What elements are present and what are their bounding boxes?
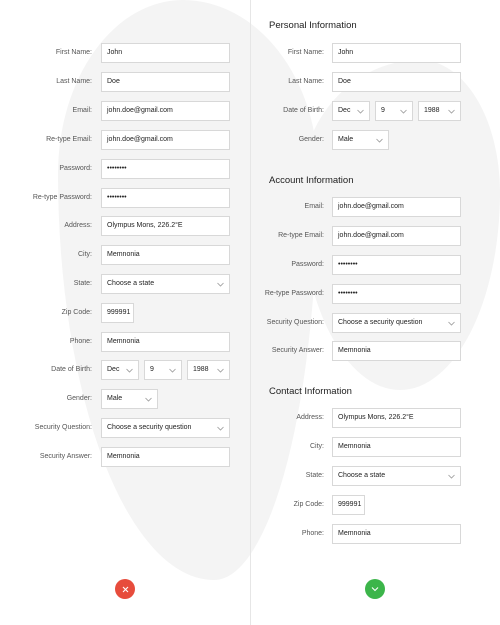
- address-input[interactable]: Olympus Mons, 226.2°E: [332, 408, 461, 428]
- chevron-down-icon: [216, 366, 224, 374]
- dob-year-select[interactable]: 1988: [418, 101, 461, 121]
- chevron-down-icon: [399, 107, 407, 115]
- state-select[interactable]: Choose a state: [101, 274, 230, 294]
- phone-row: [0, 332, 250, 352]
- dob-day-select[interactable]: 9: [144, 360, 182, 380]
- retype-email-label: Re-type Email:: [46, 136, 92, 143]
- dob-month-select[interactable]: Dec: [101, 360, 139, 380]
- last-name-label: Last Name:: [56, 78, 92, 85]
- chevron-down-icon: [375, 136, 383, 144]
- state-select[interactable]: Choose a state: [332, 466, 461, 486]
- phone-input[interactable]: Memnonia: [332, 524, 461, 544]
- password-input[interactable]: ••••••••: [332, 255, 461, 275]
- city-label: City:: [310, 443, 324, 450]
- email-input[interactable]: john.doe@gmail.com: [332, 197, 461, 217]
- account-email-row: [251, 197, 500, 217]
- dob-row: [0, 360, 250, 380]
- chevron-down-icon: [125, 366, 133, 374]
- city-row: [0, 245, 250, 265]
- retype-password-input[interactable]: ••••••••: [332, 284, 461, 304]
- city-input[interactable]: Memnonia: [332, 437, 461, 457]
- security-answer-label: Security Answer:: [271, 347, 324, 354]
- confirm-button[interactable]: [365, 579, 385, 599]
- password-label: Password:: [291, 261, 324, 268]
- email-row: [0, 101, 250, 121]
- retype-password-input[interactable]: ••••••••: [101, 188, 230, 208]
- gender-row: [0, 389, 250, 409]
- security-question-select[interactable]: Choose a security question: [332, 313, 461, 333]
- email-label: Email:: [72, 107, 92, 114]
- zip-input[interactable]: 999991: [332, 495, 365, 515]
- chevron-down-icon: [447, 107, 455, 115]
- state-row: [0, 274, 250, 294]
- dob-day-select[interactable]: 9: [375, 101, 413, 121]
- city-label: City:: [78, 251, 92, 258]
- security-question-label: Security Question:: [34, 424, 92, 431]
- phone-label: Phone:: [69, 338, 92, 345]
- retype-email-input[interactable]: john.doe@gmail.com: [332, 226, 461, 246]
- personal-last-name-row: [251, 72, 500, 92]
- contact-city-row: [251, 437, 500, 457]
- dob-label: Date of Birth:: [51, 366, 92, 373]
- account-security-answer-row: [251, 341, 500, 361]
- account-retype-password-row: [251, 284, 500, 304]
- chevron-down-icon: [356, 107, 364, 115]
- account-password-row: [251, 255, 500, 275]
- contact-zip-row: [251, 495, 500, 515]
- email-label: Email:: [304, 203, 324, 210]
- zip-label: Zip Code:: [293, 501, 324, 508]
- password-row: [0, 159, 250, 179]
- contact-phone-row: [251, 524, 500, 544]
- gender-label: Gender:: [298, 136, 324, 143]
- account-info-title: Account Information: [269, 175, 354, 186]
- chevron-down-icon: [371, 586, 379, 592]
- close-icon: [122, 586, 129, 593]
- zip-row: [0, 303, 250, 323]
- retype-email-input[interactable]: john.doe@gmail.com: [101, 130, 230, 150]
- zip-input[interactable]: 999991: [101, 303, 134, 323]
- gender-select[interactable]: Male: [101, 389, 158, 409]
- address-row: [0, 216, 250, 236]
- email-input[interactable]: john.doe@gmail.com: [101, 101, 230, 121]
- dob-year-select[interactable]: 1988: [187, 360, 230, 380]
- gender-label: Gender:: [66, 395, 92, 402]
- last-name-label: Last Name:: [288, 78, 324, 85]
- security-question-select[interactable]: Choose a security question: [101, 418, 230, 438]
- contact-address-row: [251, 408, 500, 428]
- state-label: State:: [73, 280, 92, 287]
- retype-email-row: [0, 130, 250, 150]
- retype-password-label: Re-type Password:: [32, 194, 92, 201]
- zip-label: Zip Code:: [61, 309, 92, 316]
- security-answer-input[interactable]: Memnonia: [332, 341, 461, 361]
- personal-first-name-row: [251, 43, 500, 63]
- personal-gender-row: [251, 130, 500, 150]
- chevron-down-icon: [216, 424, 224, 432]
- chevron-down-icon: [144, 395, 152, 403]
- dob-label: Date of Birth:: [283, 107, 324, 114]
- first-name-label: First Name:: [287, 49, 324, 56]
- chevron-down-icon: [216, 280, 224, 288]
- phone-label: Phone:: [301, 530, 324, 537]
- first-name-input[interactable]: John: [101, 43, 230, 63]
- contact-info-title: Contact Information: [269, 386, 352, 397]
- first-name-input[interactable]: John: [332, 43, 461, 63]
- last-name-row: [0, 72, 250, 92]
- first-name-label: First Name:: [55, 49, 92, 56]
- city-input[interactable]: Memnonia: [101, 245, 230, 265]
- phone-input[interactable]: Memnonia: [101, 332, 230, 352]
- password-label: Password:: [59, 165, 92, 172]
- retype-password-label: Re-type Password:: [264, 290, 324, 297]
- gender-select[interactable]: Male: [332, 130, 389, 150]
- account-retype-email-row: [251, 226, 500, 246]
- security-question-label: Security Question:: [266, 319, 324, 326]
- contact-state-row: [251, 466, 500, 486]
- state-label: State:: [305, 472, 324, 479]
- dob-month-select[interactable]: Dec: [332, 101, 370, 121]
- security-answer-row: [0, 447, 250, 467]
- last-name-input[interactable]: Doe: [101, 72, 230, 92]
- address-input[interactable]: Olympus Mons, 226.2°E: [101, 216, 230, 236]
- address-label: Address:: [64, 222, 92, 229]
- account-security-question-row: [251, 313, 500, 333]
- chevron-down-icon: [447, 472, 455, 480]
- first-name-row: [0, 43, 250, 63]
- security-answer-label: Security Answer:: [39, 453, 92, 460]
- cancel-button[interactable]: [115, 579, 135, 599]
- security-answer-input[interactable]: Memnonia: [101, 447, 230, 467]
- retype-password-row: [0, 188, 250, 208]
- chevron-down-icon: [168, 366, 176, 374]
- security-question-row: [0, 418, 250, 438]
- personal-dob-row: [251, 101, 500, 121]
- personal-info-title: Personal Information: [269, 20, 357, 31]
- address-label: Address:: [296, 414, 324, 421]
- chevron-down-icon: [447, 319, 455, 327]
- password-input[interactable]: ••••••••: [101, 159, 230, 179]
- retype-email-label: Re-type Email:: [278, 232, 324, 239]
- last-name-input[interactable]: Doe: [332, 72, 461, 92]
